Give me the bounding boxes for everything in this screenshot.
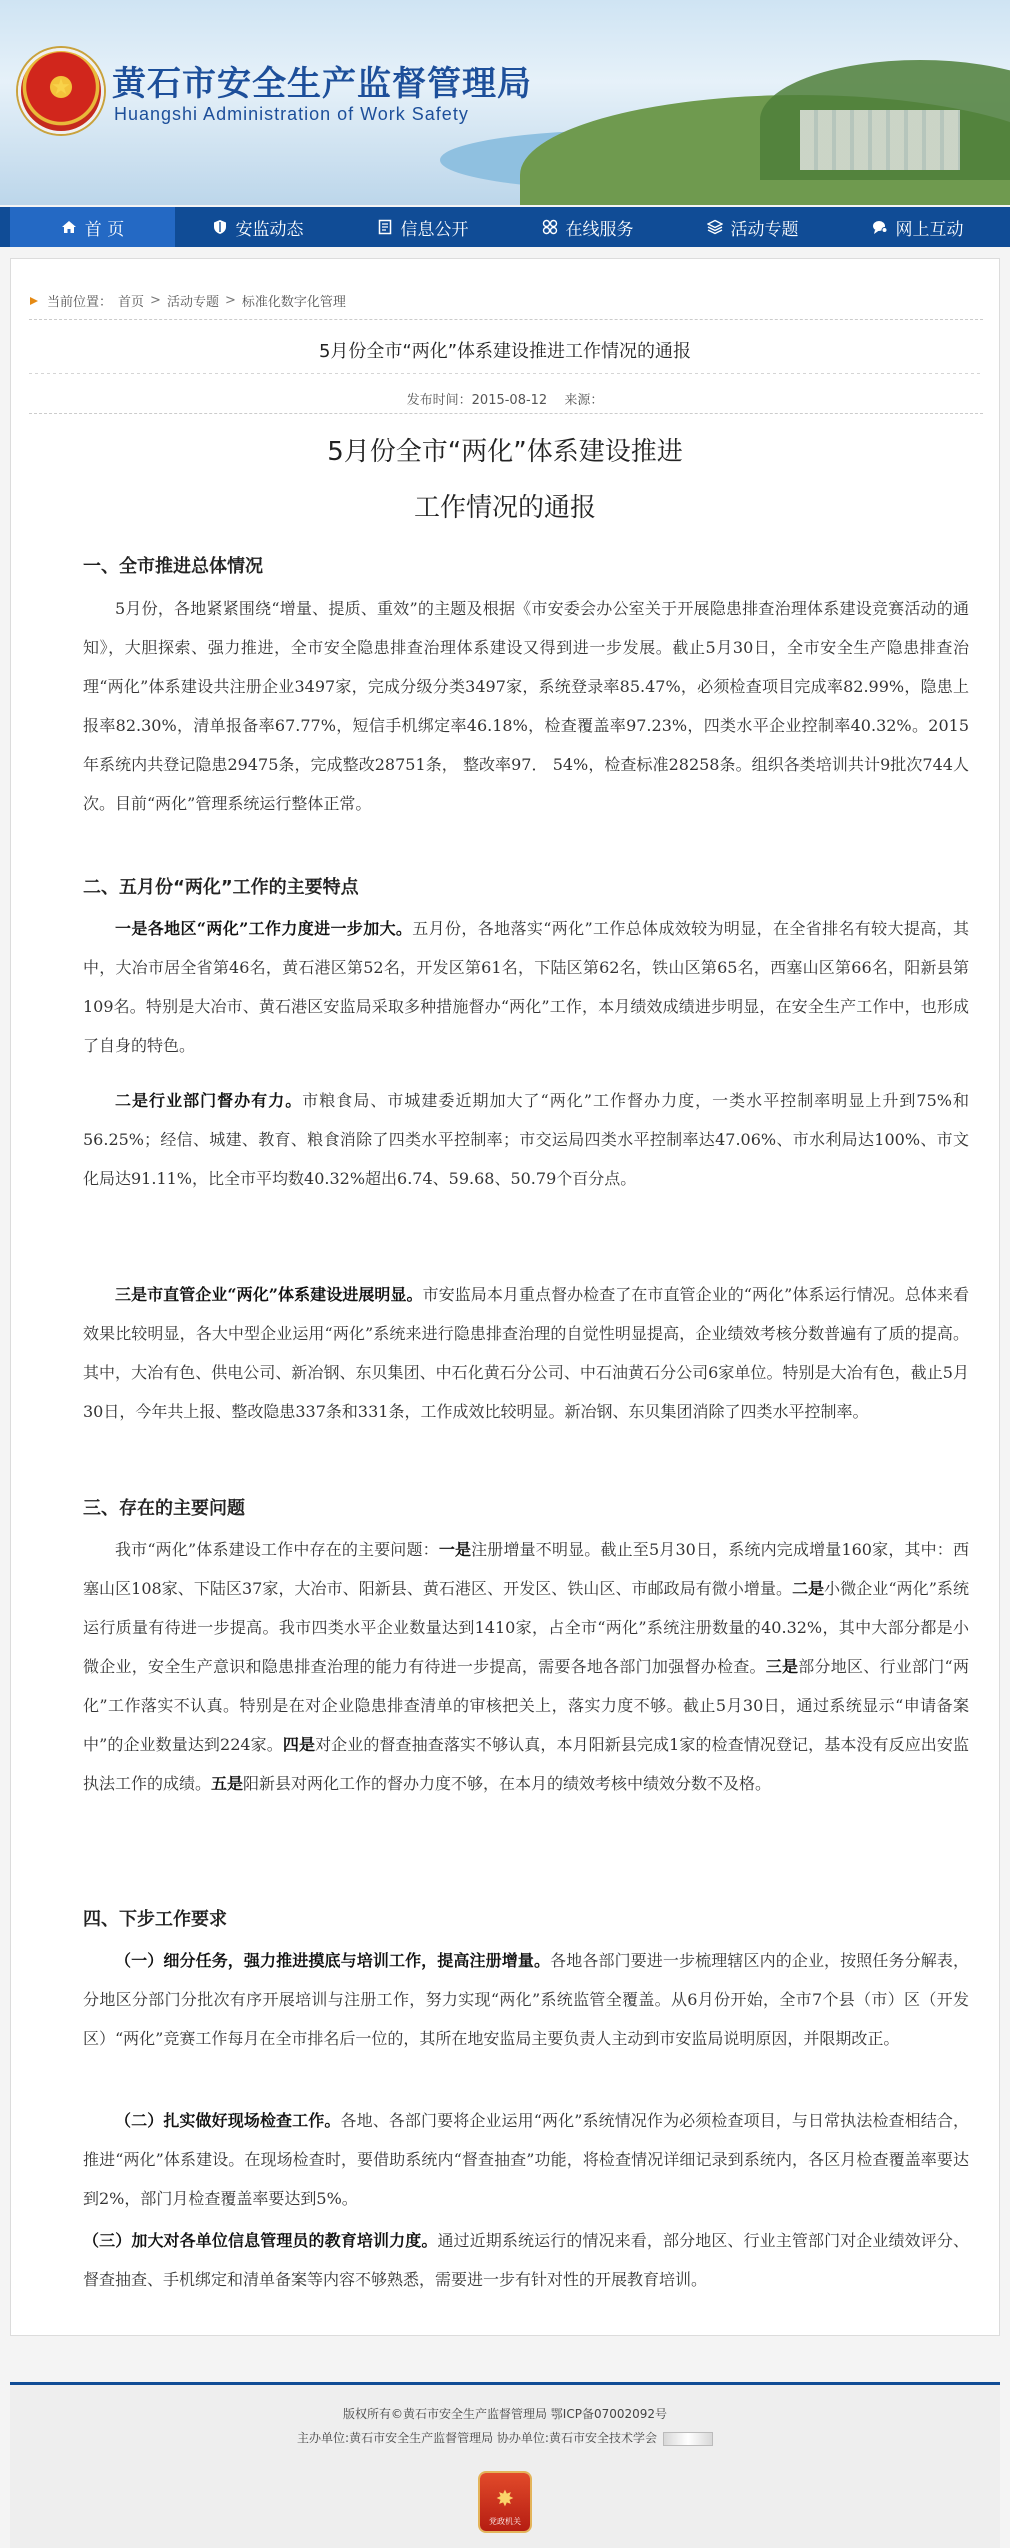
publish-meta: 发布时间：2015-08-12 来源： — [406, 393, 604, 408]
copyright-text: 版权所有©黄石市安全生产监督管理局 鄂ICP备07002092号 — [342, 2407, 668, 2421]
nav-label: 在线服务 — [565, 219, 634, 240]
divider — [29, 413, 983, 414]
paragraph — [83, 1275, 969, 1431]
paragraph-lead: 三是 — [765, 1657, 799, 1676]
paragraph-lead: （一）细分任务，强力推进摸底与培训工作，提高注册增量。 — [115, 1951, 551, 1970]
badge-label: 党政机关 — [489, 2517, 521, 2526]
paragraph-body: 各地、各部门要将企业运用“两化”系统情况作为必须检查项目，与日常执法检查相结合，推进“两化”体系建设。在现场检查时，要借助系统内“督查抽查”功能，将检查情况详细记录到系统内，各区月检查覆盖率要达到2%，部门月检查覆盖率要达到5%。 — [83, 2111, 969, 2208]
nav-home[interactable] — [10, 207, 175, 247]
national-emblem-icon: ★ — [18, 48, 104, 134]
site-footer — [10, 2382, 1000, 2548]
nav-label: 首 页 — [84, 219, 125, 240]
nav-label: 信息公开 — [400, 219, 469, 240]
paragraph-body: 小微企业“两化”系统运行质量有待进一步提高。我市四类水平企业数量达到1410家，占全市“两化”系统注册数量的40.32%，其中大部分都是小微企业，安全生产意识和隐患排查治理的能力有待进一步提高，需要各地各部门加强督办检查。 — [83, 1579, 969, 1676]
paragraph-lead: 五是 — [211, 1774, 244, 1793]
sponsor-text — [10, 2429, 1000, 2446]
partner-logo-icon[interactable] — [663, 2432, 713, 2446]
paragraph-body: 部分地区、行业部门“两化”工作落实不认真。特别是在对企业隐患排查清单的审核把关上，落实力度不够。截止5月30日，通过系统显示“申请备案中”的企业数量达到224家。 — [83, 1657, 969, 1754]
sponsor-label: 主办单位:黄石市安全生产监督管理局 协办单位:黄石市安全技术学会 — [297, 2431, 657, 2445]
paragraph-lead: （三）加大对各单位信息管理员的教育培训力度。 — [83, 2231, 438, 2250]
paragraph-lead: 一是 — [438, 1540, 472, 1559]
section-heading: 四、下步工作要求 — [83, 1909, 227, 1930]
paragraph-body: 各地各部门要进一步梳理辖区内的企业，按照任务分解表，分地区分部门分批次有序开展培训与注册工作，努力实现“两化”系统监管全覆盖。从6月份开始，全市7个县（市）区（开发区）“两化”竞赛工作每月在全市排名后一位的，其所在地安监局主要负责人主动到市安监局说明原因，并限期改正。 — [83, 1951, 969, 2048]
page-title: 5月份全市“两化”体系建设推进工作情况的通报 — [318, 341, 692, 362]
paragraph-body: 注册增量不明显。截止至5月30日，系统内完成增量160家，其中：西塞山区108家、下陆区37家，大冶市、阳新县、黄石港区、开发区、铁山区、市邮政局有微小增量。 — [83, 1540, 969, 1598]
paragraph-lead: 三是市直管企业“两化”体系建设进展明显。 — [115, 1285, 423, 1304]
chat-icon — [872, 219, 888, 235]
government-site-badge-icon[interactable]: ✸ 党政机关 — [480, 2473, 530, 2531]
section-heading: 二、五月份“两化”工作的主要特点 — [83, 877, 359, 898]
paragraph — [83, 1081, 969, 1198]
nav-info[interactable] — [340, 207, 505, 247]
paragraph — [83, 2101, 969, 2218]
nav-topics[interactable] — [670, 207, 835, 247]
section-heading: 三、存在的主要问题 — [83, 1498, 245, 1519]
paragraph-body: 五月份，各地落实“两化”工作总体成效较为明显，在全省排名有较大提高，其中，大冶市居全省第46名，黄石港区第52名，开发区第61名，下陆区第62名，铁山区第65名，西塞山区第66名，阳新县第109名。特别是大冶市、黄石港区安监局采取多种措施督办“两化”工作，本月绩效成绩进步明显，在安全生产工作中，也形成了自身的特色。 — [83, 919, 969, 1055]
breadcrumb-current-link[interactable]: 标准化数字化管理 — [241, 295, 346, 310]
paragraph-lead: 二是 — [792, 1579, 825, 1598]
paragraph-body: 市安监局本月重点督办检查了在市直管企业的“两化”体系运行情况。总体来看效果比较明显，各大中型企业运用“两化”系统来进行隐患排查治理的自觉性明显提高，企业绩效考核分数普遍有了质的提高。其中，大冶有色、供电公司、新冶钢、东贝集团、中石化黄石分公司、中石油黄石分公司6家单位。特别是大冶有色，截止5月30日，今年共上报、整改隐患337条和331条，工作成效比较明显。新冶钢、东贝集团消除了四类水平控制率。 — [83, 1285, 969, 1421]
layers-icon — [707, 219, 723, 235]
article-title-line1: 5月份全市“两化”体系建设推进 — [327, 437, 683, 467]
paragraph — [83, 2221, 969, 2299]
home-icon — [61, 219, 77, 235]
divider — [29, 373, 983, 374]
shield-icon — [212, 219, 228, 235]
breadcrumb-prefix: 当前位置： — [47, 295, 113, 310]
section-heading: 一、全市推进总体情况 — [83, 556, 263, 577]
paragraph-body: 通过近期系统运行的情况来看，部分地区、行业主管部门对企业绩效评分、督查抽查、手机绑定和清单备案等内容不够熟悉，需要进一步有针对性的开展教育培训。 — [83, 2231, 969, 2289]
paragraph-lead: 四是 — [282, 1735, 316, 1754]
grid-icon — [542, 219, 558, 235]
document-icon — [377, 219, 393, 235]
nav-news[interactable] — [175, 207, 340, 247]
site-subtitle: Huangshi Administration of Work Safety — [114, 104, 469, 124]
breadcrumb-topics-link[interactable]: 活动专题 — [166, 295, 219, 310]
paragraph: 5月份，各地紧紧围绕“增量、提质、重效”的主题及根据《市安委会办公室关于开展隐患排查治理体系建设竞赛活动的通知》，大胆探索、强力推进，全市安全隐患排查治理体系建设又得到进一步发展。截止5月30日，全市安全生产隐患排查治理“两化”体系建设共注册企业3497家，完成分级分类3497家，系统登录率85.47%，必须检查项目完成率82.99%，隐患上报率82.30%，清单报备率67.77%，短信手机绑定率46.18%，检查覆盖率97.23%，四类水平企业控制率40.32%。2015年系统内共登记隐患29475条，完成整改28751条， 整改率97． 54%，检查标准28258条。组织各类培训共计9批次744人次。目前“两化”管理系统运行整体正常。 — [83, 599, 969, 813]
nav-label: 活动专题 — [730, 219, 799, 240]
paragraph-lead: （二）扎实做好现场检查工作。 — [115, 2111, 341, 2130]
paragraph-body: 阳新县对两化工作的督办力度不够，在本月的绩效考核中绩效分数不及格。 — [243, 1774, 772, 1793]
breadcrumb-home-link[interactable]: 首页 — [118, 295, 145, 310]
paragraph-lead: 二是行业部门督办有力。 — [115, 1091, 303, 1110]
breadcrumb-separator: > — [224, 293, 236, 308]
nav-label: 网上互动 — [895, 219, 964, 240]
main-nav — [0, 207, 1010, 247]
arrow-right-icon — [29, 295, 41, 307]
breadcrumb-separator: > — [150, 293, 161, 308]
paragraph-body: 我市“两化”体系建设工作中存在的主要问题： — [115, 1540, 439, 1559]
nav-service[interactable] — [505, 207, 670, 247]
nav-label: 安监动态 — [235, 219, 304, 240]
paragraph — [83, 1941, 969, 2058]
site-title: 黄石市安全生产监督管理局 — [112, 64, 532, 104]
divider — [29, 319, 983, 320]
paragraph — [83, 909, 969, 1065]
paragraph-lead: 一是各地区“两化”工作力度进一步加大。 — [115, 919, 413, 938]
breadcrumb — [29, 291, 346, 310]
content-panel — [10, 258, 1000, 2336]
paragraph-body: 市粮食局、市城建委近期加大了“两化”工作督办力度，一类水平控制率明显上升到75%和56.25%；经信、城建、教育、粮食消除了四类水平控制率；市交运局四类水平控制率达47.06%、市水利局达100%、市文化局达91.11%，比全市平均数40.32%超出6.74、59.68、50.79个百分点。 — [83, 1091, 969, 1188]
nav-interact[interactable] — [835, 207, 1000, 247]
site-header — [0, 0, 1010, 205]
paragraph-body: 对企业的督查抽查落实不够认真，本月阳新县完成1家的检查情况登记，基本没有反应出安监执法工作的成绩。 — [83, 1735, 969, 1793]
header-town-image — [800, 110, 960, 170]
article-title-line2: 工作情况的通报 — [413, 493, 596, 523]
paragraph — [83, 1530, 969, 1803]
